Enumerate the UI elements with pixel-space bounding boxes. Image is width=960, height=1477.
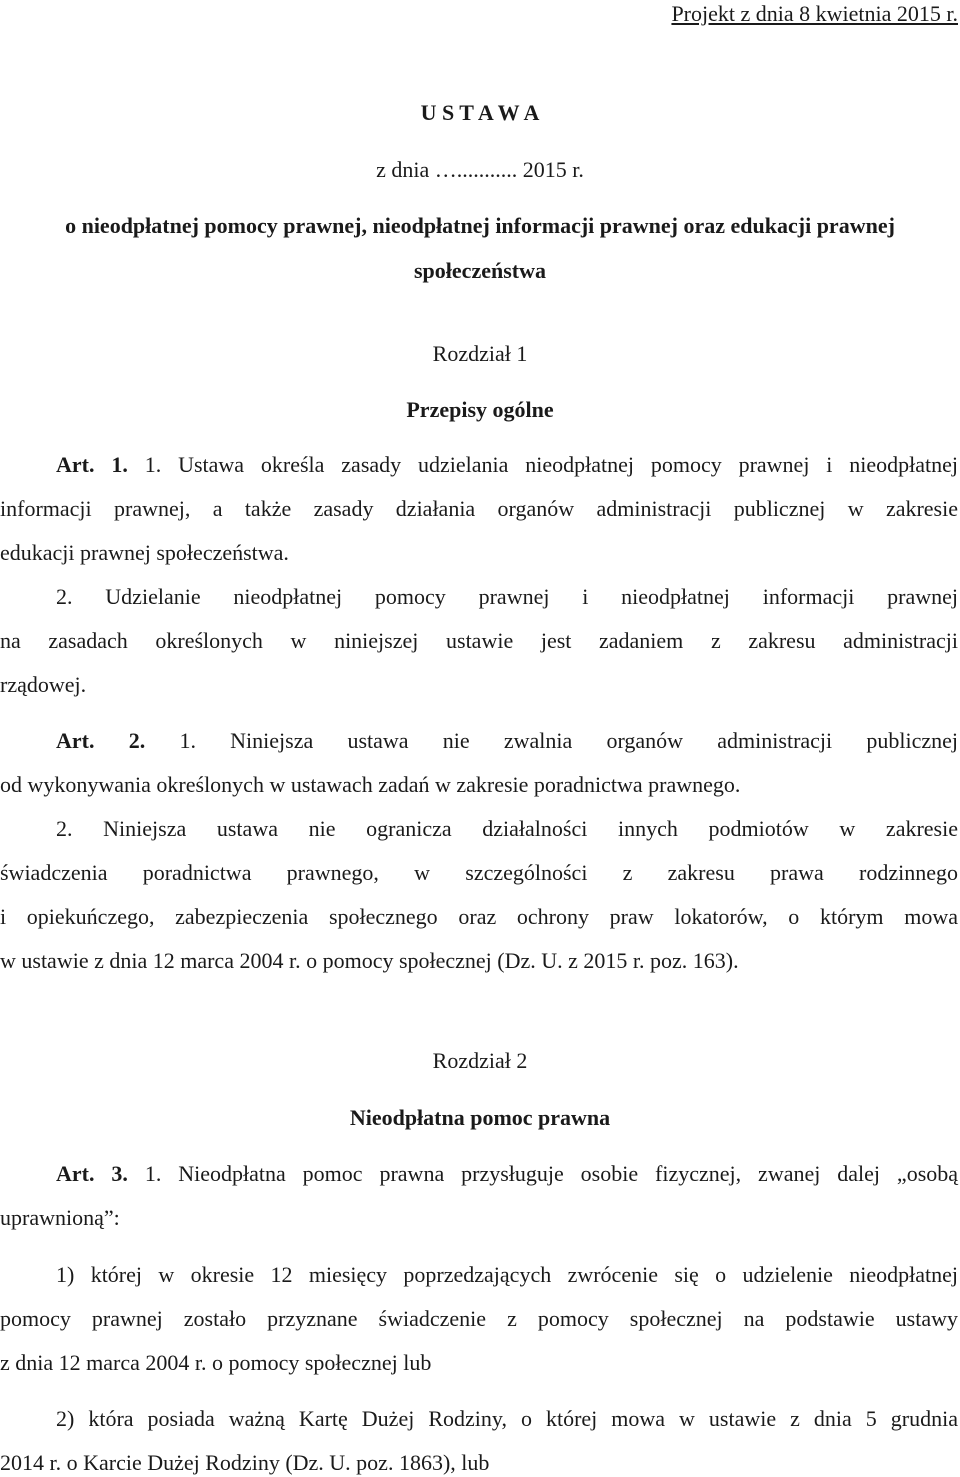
project-date-note: Projekt z dnia 8 kwietnia 2015 r. [671, 1, 958, 26]
art-2-para-2-line-3: i opiekuńczego, zabezpieczenia społecznego oraz ochrony praw lokatorów, o którym mowa [0, 904, 958, 929]
art-3-item-2-line-2: 2014 r. o Karcie Dużej Rodziny (Dz. U. poz. 1863), lub [0, 1450, 490, 1475]
chapter-2-number: Rozdział 2 [432, 1048, 528, 1073]
art-3-item-1-line-3: z dnia 12 marca 2004 r. o pomocy społecznej lub [0, 1350, 432, 1375]
art-1-label: Art. 1. [56, 452, 128, 477]
chapter-2-title: Nieodpłatna pomoc prawna [349, 1105, 611, 1130]
act-date: z dnia …........... 2015 r. [376, 157, 584, 182]
art-3-label: Art. 3. [56, 1161, 128, 1186]
chapter-1-title: Przepisy ogólne [406, 397, 554, 422]
art-3-line-2: uprawnioną”: [0, 1205, 120, 1230]
act-title-line-1: o nieodpłatnej pomocy prawnej, nieodpłatnej informacji prawnej oraz edukacji prawnej [65, 213, 895, 238]
art-3-item-1-line-1: 1) której w okresie 12 miesięcy poprzedzających zwrócenie się o udzielenie nieodpłatnej [56, 1262, 958, 1287]
art-3-para-1-text: 1. Nieodpłatna pomoc prawna przysługuje osobie fizycznej, zwanej dalej „osobą [144, 1161, 959, 1186]
art-3-item-2-line-1: 2) która posiada ważną Kartę Dużej Rodziny, o której mowa w ustawie z dnia 5 grudnia [56, 1406, 958, 1431]
chapter-1-number: Rozdział 1 [432, 341, 528, 366]
art-2-para-2-line-1: 2. Niniejsza ustawa nie ogranicza działalności innych podmiotów w zakresie [56, 816, 958, 841]
art-1-para-2-line-2b: z zakresu administracji [710, 628, 958, 653]
act-title-line-2: społeczeństwa [414, 258, 546, 283]
art-2-line-2: od wykonywania określonych w ustawach zadań w zakresie poradnictwa prawnego. [0, 772, 741, 797]
act-kind-heading: U S T A W A [420, 100, 540, 125]
art-2-para-2-line-2: świadczenia poradnictwa prawnego, w szczególności z zakresu prawa rodzinnego [0, 860, 958, 885]
art-1-line-1 [56, 451, 960, 479]
art-1-line-3: edukacji prawnej społeczeństwa. [0, 540, 289, 565]
art-1-para-2-line-2 [0, 627, 960, 655]
art-1-line-2: informacji prawnej, a także zasady działania organów administracji publicznej w zakresie [0, 496, 958, 521]
art-1-para-2-line-1: 2. Udzielanie nieodpłatnej pomocy prawnej i nieodpłatnej informacji prawnej [56, 584, 958, 609]
art-2-para-1-text: 1. Niniejsza ustawa nie zwalnia organów administracji publicznej [179, 728, 959, 753]
art-2-label: Art. 2. [56, 728, 146, 753]
art-1-para-1-text: Ustawa określa zasady udzielania nieodpłatnej pomocy prawnej i nieodpłatnej [178, 452, 959, 477]
art-1-para-2-line-3: rządowej. [0, 672, 87, 697]
art-3-line-1 [56, 1160, 960, 1188]
art-2-para-2-line-4: w ustawie z dnia 12 marca 2004 r. o pomocy społecznej (Dz. U. z 2015 r. poz. 163). [0, 948, 739, 973]
art-3-item-1-line-2: pomocy prawnej zostało przyznane świadczenie z pomocy społecznej na podstawie ustawy [0, 1306, 958, 1331]
art-1-para-2-line-2a: na zasadach określonych w niniejszej ustawie jest zadaniem [0, 628, 684, 653]
art-1-para-1-number: 1. [144, 452, 162, 477]
art-2-line-1 [56, 727, 960, 755]
